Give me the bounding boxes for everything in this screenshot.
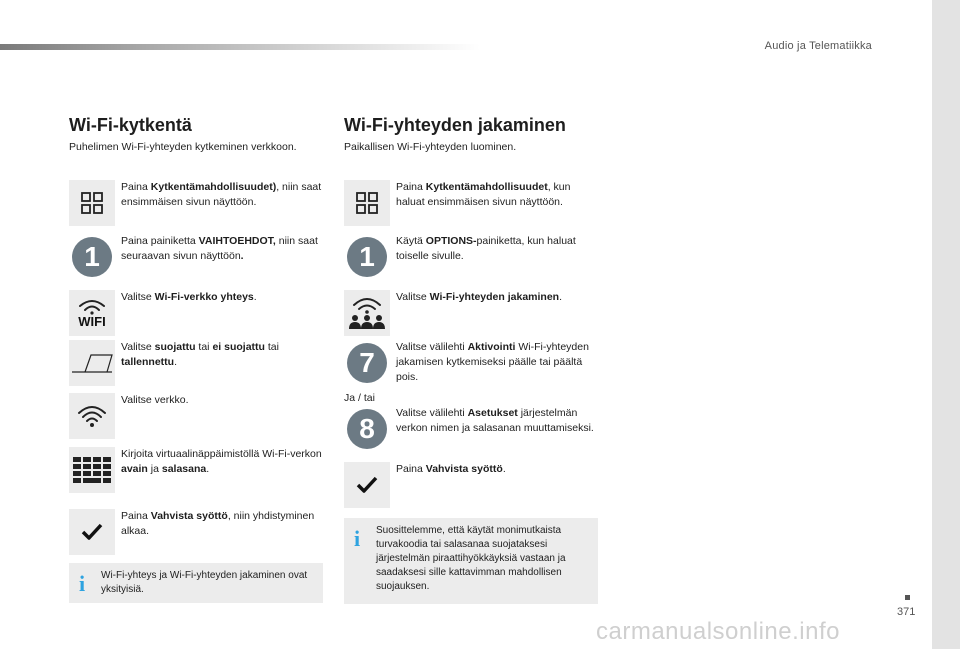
step-text: Paina Kytkentämahdollisuudet, kun haluat ensimmäisen sivun näyttöön. — [396, 181, 571, 208]
step-text: Paina Vahvista syöttö. — [396, 463, 506, 475]
right-info-box — [344, 518, 598, 604]
number-8-badge — [344, 406, 390, 452]
badge-number: 7 — [347, 343, 387, 383]
right-column-title: Wi-Fi-yhteyden jakaminen — [344, 115, 566, 135]
left-info-box — [69, 563, 323, 603]
badge-number: 1 — [72, 237, 112, 277]
watermark: carmanualsonline.info — [596, 618, 840, 645]
wifi-label-icon — [69, 290, 115, 336]
info-icon: i — [354, 526, 361, 551]
page-marker — [905, 595, 910, 600]
step-text: Valitse suojattu tai ei suojattu tai tallennettu. — [121, 341, 279, 368]
left-column-title: Wi-Fi-kytkentä — [69, 115, 192, 135]
step-text: Valitse verkko. — [121, 394, 189, 406]
step-text: Valitse Wi-Fi-yhteyden jakaminen. — [396, 291, 563, 303]
input-field-icon — [69, 340, 115, 386]
apps-grid-icon — [344, 180, 390, 226]
apps-grid-icon — [69, 180, 115, 226]
page-number: 371 — [897, 606, 916, 618]
step-text: Paina Kytkentämahdollisuudet), niin saat ensimmäisen sivun näyttöön. — [121, 181, 322, 208]
keyboard-icon — [69, 447, 115, 493]
step-text: Valitse Wi-Fi-verkko yhteys. — [121, 291, 257, 303]
header-gradient-bar — [0, 44, 480, 50]
step-text: Kirjoita virtuaalinäppäimistöllä Wi-Fi-verkon avain ja salasana. — [121, 448, 322, 475]
left-column-subtitle: Puhelimen Wi-Fi-yhteyden kytkeminen verkkoon. — [69, 141, 297, 153]
section-title: Audio ja Telematiikka — [764, 40, 872, 52]
number-1-badge — [344, 234, 390, 280]
wifi-signal-icon — [69, 393, 115, 439]
info-text: Suosittelemme, että käytät monimutkaista turvakoodia tai salasanaa suojataksesi järjestelmän piraattihyökkäyksiä vastaan ja saadaksesi sille kattavimman mahdollisen suojauksen. — [376, 525, 566, 592]
number-7-badge — [344, 340, 390, 386]
step-text: Käytä OPTIONS-painiketta, kun haluat toiselle sivulle. — [396, 235, 576, 262]
badge-number: 1 — [347, 237, 387, 277]
wifi-share-icon — [344, 290, 390, 336]
info-text: Wi-Fi-yhteys ja Wi-Fi-yhteyden jakaminen ovat yksityisiä. — [101, 570, 308, 595]
side-margin-strip — [932, 0, 960, 649]
step-text: Paina painiketta VAIHTOEHDOT, niin saat seuraavan sivun näyttöön. — [121, 235, 318, 262]
right-column-subtitle: Paikallisen Wi-Fi-yhteyden luominen. — [344, 141, 517, 153]
number-1-badge — [69, 234, 115, 280]
step-text: Valitse välilehti Asetukset järjestelmän verkon nimen ja salasanan muuttamiseksi. — [396, 407, 594, 434]
step-text: Paina Vahvista syöttö, niin yhdistyminen alkaa. — [121, 510, 315, 537]
wifi-label-text: WIFI — [78, 313, 106, 329]
step-text: Valitse välilehti Aktivointi Wi-Fi-yhteyden jakamisen kytkemiseksi päälle tai päältä pois. — [396, 341, 589, 383]
or-label: Ja / tai — [344, 392, 375, 404]
info-icon: i — [79, 571, 86, 596]
badge-number: 8 — [347, 409, 387, 449]
checkmark-icon — [344, 462, 390, 508]
checkmark-icon — [69, 509, 115, 555]
